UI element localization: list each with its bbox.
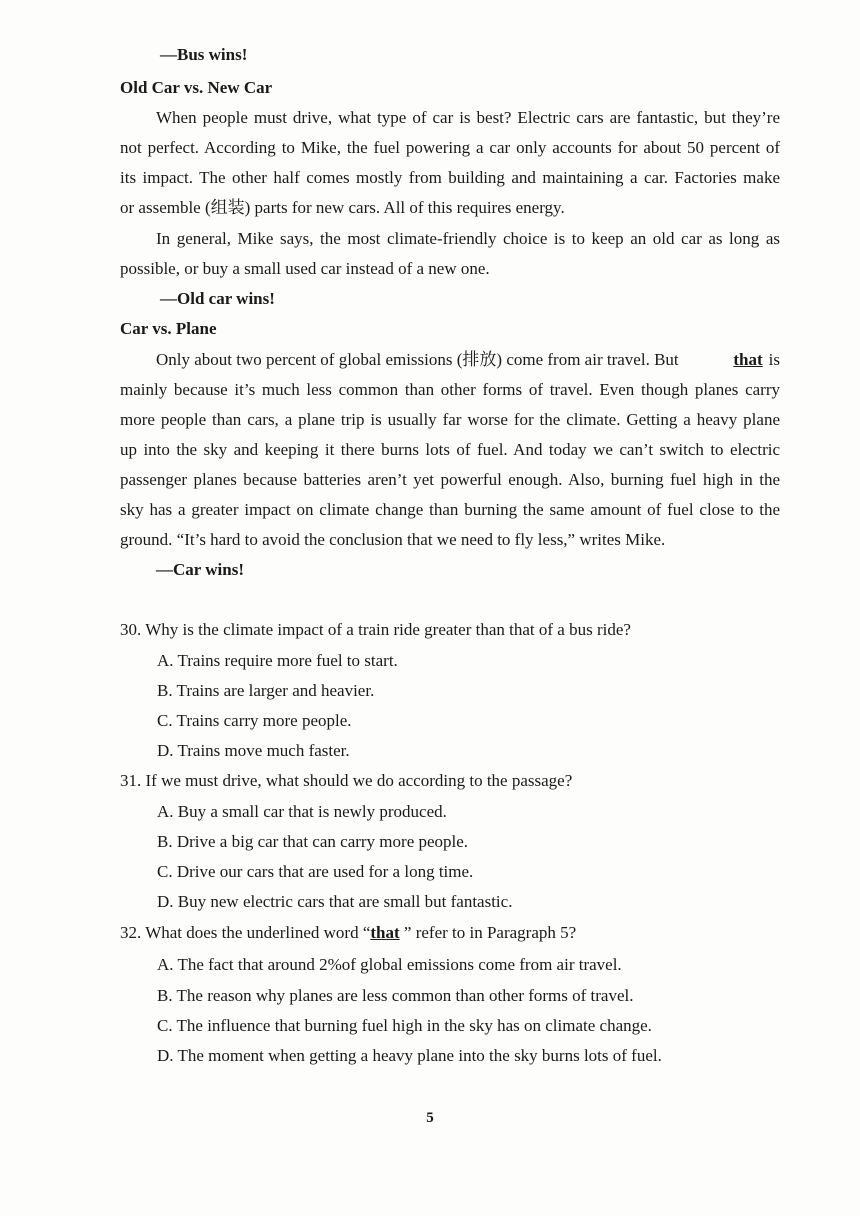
- verdict-old-car: —Old car wins!: [160, 289, 275, 308]
- question-32-option-b: B. The reason why planes are less common than other forms of travel.: [157, 986, 634, 1005]
- para-line-with-underline: [156, 349, 780, 371]
- question-30-option-a: A. Trains require more fuel to start.: [157, 651, 398, 670]
- question-31-option-a: A. Buy a small car that is newly produced.: [157, 802, 447, 821]
- question-31-option-d: D. Buy new electric cars that are small but fantastic.: [157, 892, 513, 911]
- para-line: possible, or buy a small used car instead of a new one.: [120, 259, 490, 278]
- para-line: more people than cars, a plane trip is usually far worse for the climate. Getting a heavy plane: [120, 410, 780, 429]
- question-text: ” refer to in Paragraph 5?: [399, 923, 577, 942]
- question-text: 32. What does the underlined word “: [120, 923, 371, 942]
- para-text: is: [768, 350, 780, 369]
- page-number: 5: [426, 1110, 434, 1126]
- para-line: sky has a greater impact on climate change than burning the same amount of fuel close to the: [120, 500, 780, 519]
- underlined-word-that: that: [370, 923, 400, 942]
- para-line: In general, Mike says, the most climate-friendly choice is to keep an old car as long as: [156, 229, 780, 248]
- para-line: mainly because it’s much less common than other forms of travel. Even though planes carry: [120, 380, 780, 399]
- para-line: up into the sky and keeping it there burns lots of fuel. And today we can’t switch to electric: [120, 440, 780, 459]
- question-31-option-c: C. Drive our cars that are used for a long time.: [157, 862, 474, 881]
- para-line: ground. “It’s hard to avoid the conclusion that we need to fly less,” writes Mike.: [120, 530, 666, 549]
- question-31-option-b: B. Drive a big car that can carry more people.: [157, 832, 469, 851]
- verdict-car: —Car wins!: [156, 560, 244, 579]
- question-32-stem: [120, 922, 576, 944]
- question-30-option-c: C. Trains carry more people.: [157, 711, 352, 730]
- question-31-stem: 31. If we must drive, what should we do according to the passage?: [120, 771, 573, 790]
- verdict-bus: —Bus wins!: [160, 45, 248, 64]
- para-line: its impact. The other half comes mostly from building and maintaining a car. Factories make: [120, 168, 780, 187]
- para-line: not perfect. According to Mike, the fuel powering a car only accounts for about 50 percent of: [120, 138, 780, 157]
- para-line: or assemble (组装) parts for new cars. All of this requires energy.: [120, 198, 565, 217]
- question-32-option-a: A. The fact that around 2%of global emissions come from air travel.: [157, 955, 622, 974]
- question-30-option-b: B. Trains are larger and heavier.: [157, 681, 375, 700]
- question-32-option-c: C. The influence that burning fuel high in the sky has on climate change.: [157, 1016, 652, 1035]
- question-30-stem: 30. Why is the climate impact of a train ride greater than that of a bus ride?: [120, 620, 631, 639]
- underlined-word-that: that: [733, 350, 763, 369]
- heading-car-plane: Car vs. Plane: [120, 319, 217, 338]
- question-30-option-d: D. Trains move much faster.: [157, 741, 350, 760]
- para-text: Only about two percent of global emissions (排放) come from air travel. But: [156, 350, 679, 369]
- para-line: When people must drive, what type of car is best? Electric cars are fantastic, but they’re: [156, 108, 780, 127]
- para-line: passenger planes because batteries aren’t yet powerful enough. Also, burning fuel high in the: [120, 470, 780, 489]
- question-32-option-d: D. The moment when getting a heavy plane into the sky burns lots of fuel.: [157, 1046, 662, 1065]
- heading-old-new-car: Old Car vs. New Car: [120, 78, 273, 97]
